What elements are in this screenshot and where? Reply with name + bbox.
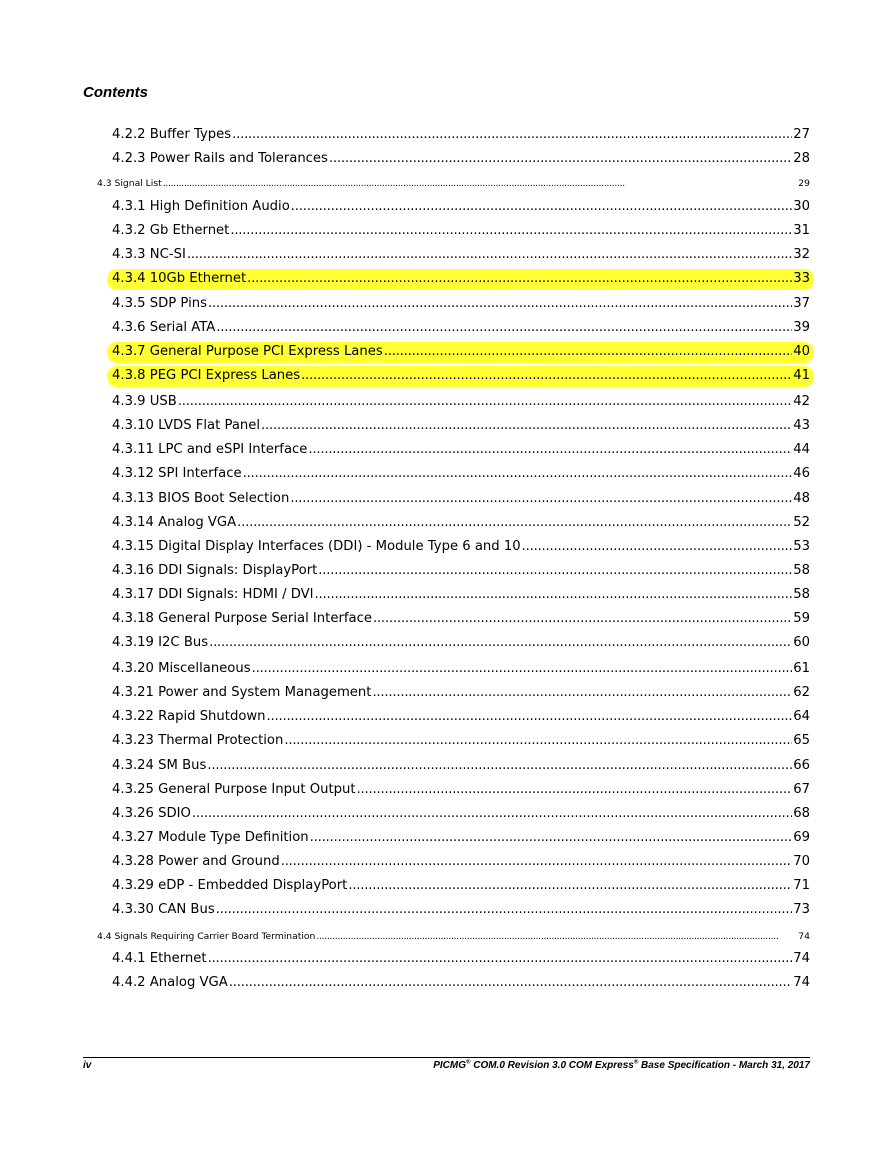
toc-entry[interactable] bbox=[112, 585, 810, 605]
toc-entry[interactable] bbox=[112, 756, 810, 776]
dot-leader bbox=[261, 416, 792, 436]
page-heading: Contents bbox=[83, 84, 148, 101]
dot-leader bbox=[209, 633, 792, 653]
toc-entry-label: 4.3.17 DDI Signals: HDMI / DVI bbox=[112, 587, 314, 602]
dot-leader bbox=[291, 197, 792, 217]
toc-entry-label: 4.3.2 Gb Ethernet bbox=[112, 223, 230, 238]
toc-entry-page: 31 bbox=[793, 223, 810, 238]
toc-entry-page: 66 bbox=[793, 758, 810, 773]
footer-rule bbox=[83, 1057, 810, 1058]
toc-entry[interactable] bbox=[112, 149, 810, 169]
toc-entry-label: 4.3.6 Serial ATA bbox=[112, 320, 216, 335]
dot-leader bbox=[301, 366, 792, 386]
dot-leader bbox=[208, 949, 793, 969]
toc-entry[interactable] bbox=[112, 707, 810, 727]
toc-entry-label: 4.3.4 10Gb Ethernet bbox=[112, 271, 247, 286]
toc-entry[interactable] bbox=[112, 464, 810, 484]
toc-entry-page: 58 bbox=[793, 563, 810, 578]
toc-entry-highlighted[interactable] bbox=[107, 342, 814, 363]
toc-entry[interactable] bbox=[112, 633, 810, 653]
toc-entry-page: 70 bbox=[793, 854, 810, 869]
dot-leader bbox=[252, 659, 793, 679]
toc-entry[interactable] bbox=[112, 294, 810, 314]
toc-entry[interactable] bbox=[112, 318, 810, 338]
toc-entry[interactable] bbox=[112, 949, 810, 969]
toc-entry-label: 4.3.7 General Purpose PCI Express Lanes bbox=[112, 344, 383, 359]
toc-entry-label: 4.2.2 Buffer Types bbox=[112, 127, 232, 142]
dot-leader bbox=[281, 852, 793, 872]
toc-entry-label: 4.3.8 PEG PCI Express Lanes bbox=[112, 368, 301, 383]
footer-title-part: Base Specification - March 31, 2017 bbox=[638, 1060, 810, 1071]
dot-leader bbox=[208, 294, 792, 314]
toc-entry-page: 73 bbox=[793, 902, 810, 917]
dot-leader bbox=[357, 780, 793, 800]
footer-title-part: COM.0 Revision 3.0 COM Express bbox=[470, 1060, 634, 1071]
toc-entry-page: 59 bbox=[793, 611, 810, 626]
dot-leader bbox=[373, 609, 792, 629]
toc-entry-label: 4.3.26 SDIO bbox=[112, 806, 191, 821]
toc-entry[interactable] bbox=[112, 561, 810, 581]
toc-entry[interactable] bbox=[112, 537, 810, 557]
toc-entry-label: 4.3.19 I2C Bus bbox=[112, 635, 209, 650]
toc-entry[interactable] bbox=[112, 609, 810, 629]
dot-leader bbox=[348, 876, 792, 896]
dot-leader bbox=[329, 149, 792, 169]
registered-mark: ® bbox=[466, 1059, 471, 1066]
toc-entry-label: 4.4.2 Analog VGA bbox=[112, 975, 228, 990]
toc-entry[interactable] bbox=[112, 245, 810, 265]
toc-entry[interactable] bbox=[112, 440, 810, 460]
toc-entry-page: 61 bbox=[793, 661, 810, 676]
toc-entry[interactable] bbox=[112, 973, 810, 993]
dot-leader bbox=[522, 537, 793, 557]
toc-entry-label: 4.3.28 Power and Ground bbox=[112, 854, 280, 869]
dot-leader bbox=[178, 392, 792, 412]
toc-entry-label: 4.3.23 Thermal Protection bbox=[112, 733, 284, 748]
toc-entry-label: 4.3.1 High Definition Audio bbox=[112, 199, 290, 214]
footer-page-number: iv bbox=[83, 1060, 92, 1071]
toc-entry-page: 43 bbox=[793, 418, 810, 433]
toc-entry[interactable] bbox=[112, 659, 810, 679]
toc-entry-page: 46 bbox=[793, 466, 810, 481]
toc-entry-page: 64 bbox=[793, 709, 810, 724]
footer-document-title bbox=[433, 1060, 810, 1071]
dot-leader bbox=[187, 245, 792, 265]
dot-leader bbox=[316, 930, 797, 944]
dot-leader bbox=[315, 585, 793, 605]
toc-entry-page: 48 bbox=[793, 491, 810, 506]
toc-entry-label: 4.3.15 Digital Display Interfaces (DDI) - Module Type 6 and 10 bbox=[112, 539, 521, 554]
dot-leader bbox=[290, 489, 792, 509]
toc-entry[interactable] bbox=[112, 197, 810, 217]
dot-leader bbox=[247, 269, 792, 289]
dot-leader bbox=[237, 513, 792, 533]
toc-entry[interactable] bbox=[112, 416, 810, 436]
toc-entry[interactable] bbox=[112, 683, 810, 703]
toc-entry-page: 30 bbox=[793, 199, 810, 214]
toc-entry-label: 4.3.24 SM Bus bbox=[112, 758, 207, 773]
toc-entry-page: 74 bbox=[798, 931, 810, 942]
toc-entry[interactable] bbox=[112, 780, 810, 800]
toc-entry-label: 4.3.13 BIOS Boot Selection bbox=[112, 491, 290, 506]
toc-entry-page: 62 bbox=[793, 685, 810, 700]
toc-entry-page: 40 bbox=[793, 344, 810, 359]
toc-entry[interactable] bbox=[112, 852, 810, 872]
dot-leader bbox=[318, 561, 792, 581]
toc-entry[interactable] bbox=[112, 804, 810, 824]
dot-leader bbox=[216, 318, 792, 338]
toc-entry-page: 44 bbox=[793, 442, 810, 457]
toc-entry-label: 4.3.30 CAN Bus bbox=[112, 902, 215, 917]
toc-entry-page: 74 bbox=[793, 951, 810, 966]
toc-entry-page: 67 bbox=[793, 782, 810, 797]
toc-entry-label: 4.3.9 USB bbox=[112, 394, 177, 409]
toc-entry-label: 4.3.29 eDP - Embedded DisplayPort bbox=[112, 878, 348, 893]
registered-mark: ® bbox=[633, 1059, 639, 1066]
toc-entry[interactable] bbox=[112, 731, 810, 751]
toc-entry-page: 68 bbox=[793, 806, 810, 821]
dot-leader bbox=[310, 828, 793, 848]
dot-leader bbox=[192, 804, 792, 824]
toc-entry-label: 4.2.3 Power Rails and Tolerances bbox=[112, 151, 328, 166]
toc-entry-label: 4.3.27 Module Type Definition bbox=[112, 830, 309, 845]
dot-leader bbox=[308, 440, 792, 460]
dot-leader bbox=[232, 125, 792, 145]
dot-leader bbox=[372, 683, 792, 703]
toc-entry-label: 4.4.1 Ethernet bbox=[112, 951, 207, 966]
toc-entry[interactable] bbox=[97, 177, 810, 191]
toc-entry-page: 33 bbox=[793, 271, 810, 286]
toc-entry-page: 27 bbox=[793, 127, 810, 142]
toc-entry-page: 60 bbox=[793, 635, 810, 650]
toc-entry-page: 32 bbox=[793, 247, 810, 262]
dot-leader bbox=[243, 464, 793, 484]
toc-entry-page: 69 bbox=[793, 830, 810, 845]
toc-entry-page: 74 bbox=[793, 975, 810, 990]
toc-entry-page: 52 bbox=[793, 515, 810, 530]
toc-entry-label: 4.3.21 Power and System Management bbox=[112, 685, 372, 700]
dot-leader bbox=[163, 177, 798, 191]
toc-entry-highlighted[interactable] bbox=[107, 366, 814, 387]
toc-entry-label: 4.3.10 LVDS Flat Panel bbox=[112, 418, 261, 433]
toc-entry[interactable] bbox=[112, 513, 810, 533]
toc-entry[interactable] bbox=[112, 489, 810, 509]
dot-leader bbox=[267, 707, 793, 727]
toc-entry[interactable] bbox=[112, 125, 810, 145]
toc-entry-page: 29 bbox=[798, 178, 810, 189]
toc-entry-label: 4.3.3 NC-SI bbox=[112, 247, 186, 262]
toc-entry-label: 4.3.12 SPI Interface bbox=[112, 466, 242, 481]
toc-entry[interactable] bbox=[112, 392, 810, 412]
toc-entry[interactable] bbox=[112, 900, 810, 920]
toc-entry-label: 4.4 Signals Requiring Carrier Board Termination bbox=[97, 931, 316, 942]
dot-leader bbox=[229, 973, 792, 993]
dot-leader bbox=[230, 221, 792, 241]
toc-entry[interactable] bbox=[112, 221, 810, 241]
toc-entry-label: 4.3 Signal List bbox=[97, 178, 162, 189]
toc-entry-label: 4.3.18 General Purpose Serial Interface bbox=[112, 611, 372, 626]
toc-entry[interactable] bbox=[97, 930, 810, 944]
dot-leader bbox=[384, 342, 792, 362]
toc-entry[interactable] bbox=[112, 876, 810, 896]
toc-entry-label: 4.3.20 Miscellaneous bbox=[112, 661, 251, 676]
dot-leader bbox=[284, 731, 792, 751]
toc-entry-page: 53 bbox=[793, 539, 810, 554]
toc-entry-highlighted[interactable] bbox=[107, 269, 814, 290]
toc-entry-label: 4.3.25 General Purpose Input Output bbox=[112, 782, 356, 797]
toc-entry-page: 39 bbox=[793, 320, 810, 335]
toc-entry-page: 41 bbox=[793, 368, 810, 383]
toc-entry-page: 58 bbox=[793, 587, 810, 602]
dot-leader bbox=[216, 900, 793, 920]
toc-entry-label: 4.3.14 Analog VGA bbox=[112, 515, 237, 530]
toc-entry-page: 71 bbox=[793, 878, 810, 893]
toc-entry-label: 4.3.22 Rapid Shutdown bbox=[112, 709, 266, 724]
toc-entry-page: 42 bbox=[793, 394, 810, 409]
toc-entry-label: 4.3.5 SDP Pins bbox=[112, 296, 207, 311]
dot-leader bbox=[207, 756, 792, 776]
toc-entry-label: 4.3.11 LPC and eSPI Interface bbox=[112, 442, 308, 457]
toc-entry-page: 65 bbox=[793, 733, 810, 748]
toc-entry-label: 4.3.16 DDI Signals: DisplayPort bbox=[112, 563, 318, 578]
toc-entry[interactable] bbox=[112, 828, 810, 848]
footer-title-part: PICMG bbox=[433, 1060, 467, 1071]
toc-entry-page: 28 bbox=[793, 151, 810, 166]
toc-entry-page: 37 bbox=[793, 296, 810, 311]
